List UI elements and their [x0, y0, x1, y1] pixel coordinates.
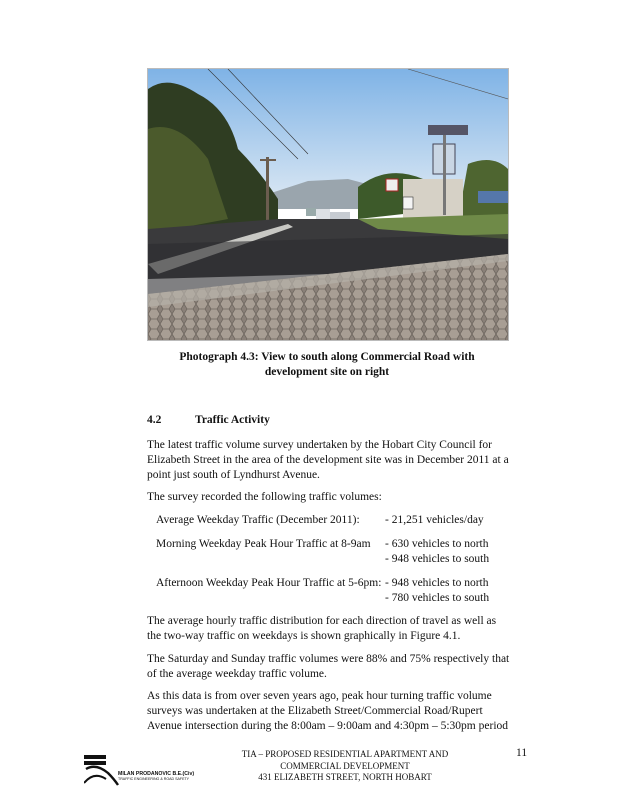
- footer-line: COMMERCIAL DEVELOPMENT: [280, 760, 410, 771]
- logo-name: MILAN PRODANOVIC B.E.(Civ): [118, 771, 195, 777]
- paragraph: [147, 614, 512, 644]
- paragraph: [147, 652, 512, 682]
- section-title: Traffic Activity: [195, 414, 270, 426]
- text-line: surveys was undertaken at the Elizabeth Street/Commercial Road/Rupert: [147, 705, 483, 717]
- paragraph: [147, 689, 512, 734]
- caption-line: Photograph 4.3: View to south along Commercial Road with: [179, 351, 475, 363]
- afternoon-south-value: - 780 vehicles to south: [385, 592, 490, 604]
- text-line: The Saturday and Sunday traffic volumes were 88% and 75% respectively that: [147, 653, 510, 665]
- caption-line: development site on right: [264, 366, 390, 378]
- text-line: Avenue intersection during the 8:00am – 9:00am and 4:30pm – 5:30pm period: [147, 720, 509, 732]
- text-line: Elizabeth Street in the area of the development site was in December 2011 at a: [147, 454, 509, 466]
- afternoon-traffic-label: Afternoon Weekday Peak Hour Traffic at 5-6pm:: [156, 577, 382, 589]
- street-photo: [147, 68, 509, 341]
- text-line: The average hourly traffic distribution for each direction of travel as well as: [147, 615, 497, 627]
- afternoon-north-value: - 948 vehicles to north: [385, 577, 489, 589]
- text-line: point just south of Lyndhurst Avenue.: [147, 469, 320, 481]
- text-line: The latest traffic volume survey undertaken by the Hobart City Council for: [147, 439, 493, 451]
- footer-line: 431 ELIZABETH STREET, NORTH HOBART: [258, 772, 432, 782]
- text-line: The survey recorded the following traffic volumes:: [147, 491, 382, 503]
- text-line: As this data is from over seven years ago, peak hour turning traffic volume: [147, 690, 492, 702]
- photo-caption: [147, 350, 507, 380]
- paragraph: [147, 490, 512, 505]
- page-number: 11: [516, 747, 528, 759]
- section-heading: [147, 414, 270, 426]
- morning-south-value: - 948 vehicles to south: [385, 553, 490, 565]
- morning-traffic-label: Morning Weekday Peak Hour Traffic at 8-9am: [156, 538, 371, 550]
- text-line: the two-way traffic on weekdays is shown graphically in Figure 4.1.: [147, 630, 461, 642]
- section-number: 4.2: [147, 414, 162, 426]
- avg-traffic-label: Average Weekday Traffic (December 2011):: [156, 514, 360, 526]
- footer: [215, 749, 475, 784]
- avg-traffic-value: - 21,251 vehicles/day: [385, 514, 484, 526]
- footer-line: TIA – PROPOSED RESIDENTIAL APARTMENT AND: [241, 749, 449, 759]
- logo-subtitle: TRAFFIC ENGINEERING & ROAD SAFETY: [118, 777, 190, 781]
- morning-north-value: - 630 vehicles to north: [385, 538, 489, 550]
- text-line: of the average weekday traffic volume.: [147, 668, 327, 680]
- paragraph: [147, 438, 512, 483]
